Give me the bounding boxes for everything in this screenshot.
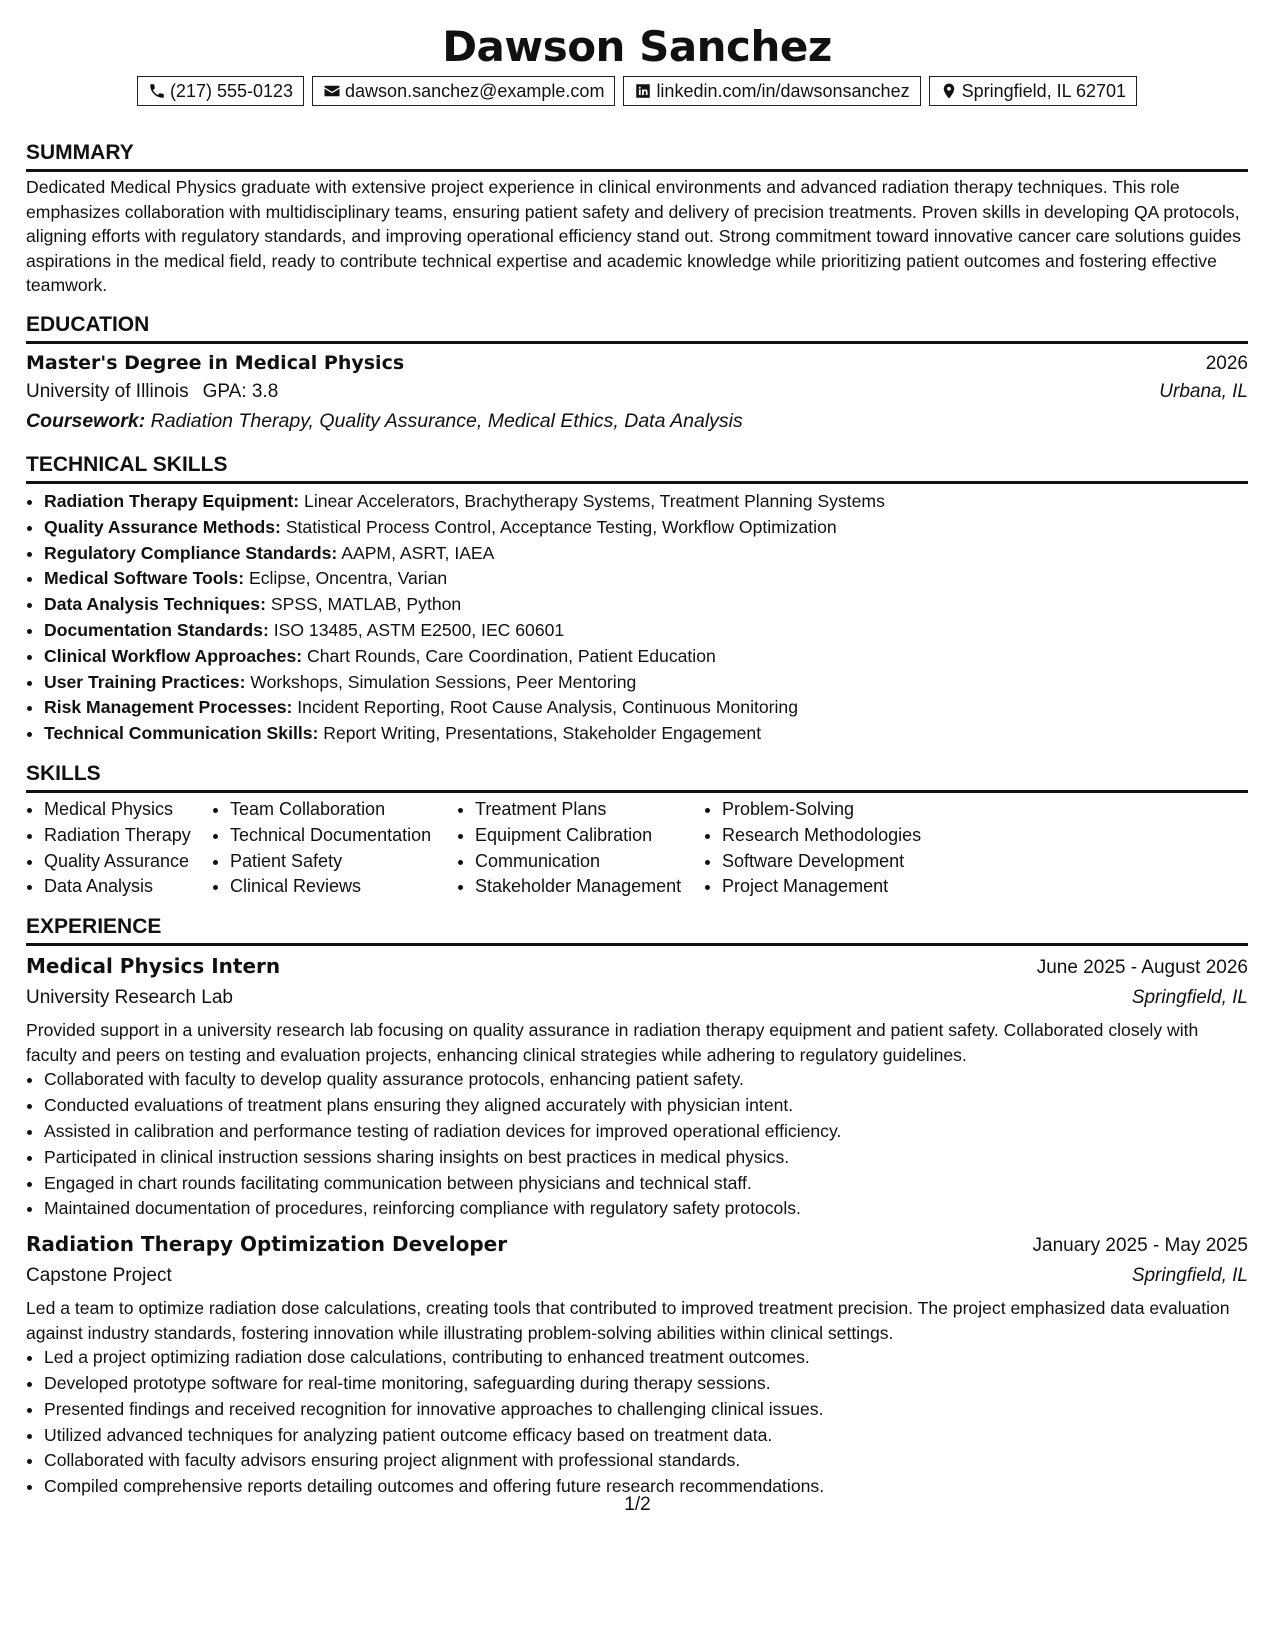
skill-values: AAPM, ASRT, IAEA (341, 542, 495, 563)
skill-values: Statistical Process Control, Acceptance Testing, Workflow Optimization (285, 516, 837, 537)
job-bullets (26, 1345, 1248, 1500)
list-item: • Developed prototype software for real-time monitoring, safeguarding during therapy sessions. (44, 1371, 1248, 1397)
skills-grid (26, 797, 1248, 900)
list-item: • Utilized advanced techniques for analyzing patient outcome efficacy based on treatment data. (44, 1423, 1248, 1449)
job-description: Led a team to optimize radiation dose calculations, creating tools that contributed to improved treatment precision. The project emphasized data evaluation against industry standards, fostering innovation while illustrating problem-solving abilities within clinical settings. (26, 1298, 1230, 1343)
resume-page (26, 18, 1248, 1500)
skill-values: Incident Reporting, Root Cause Analysis, Continuous Monitoring (297, 697, 798, 718)
skills-heading: SKILLS (26, 761, 1248, 793)
skill-category: Risk Management Processes: (44, 697, 293, 718)
phone-icon (148, 82, 166, 100)
job-org: Capstone Project (26, 1265, 172, 1287)
list-item: • Stakeholder Management (475, 874, 704, 900)
envelope-icon (323, 82, 341, 100)
skill-values: Workshops, Simulation Sessions, Peer Mentoring (250, 671, 637, 692)
technical-skills-section (26, 452, 1248, 747)
coursework-label: Coursework: (26, 409, 146, 432)
job-dates: January 2025 - May 2025 (1032, 1235, 1248, 1257)
skill-values: ISO 13485, ASTM E2500, IEC 60601 (273, 619, 565, 640)
skill-values: Chart Rounds, Care Coordination, Patient Education (306, 645, 716, 666)
school-name: University of Illinois (26, 380, 189, 402)
list-item (44, 541, 1248, 567)
list-item: • Software Development (722, 849, 982, 875)
skill-category: Radiation Therapy Equipment: (44, 490, 300, 511)
list-item: • Team Collaboration (230, 797, 457, 823)
list-item: • Problem-Solving (722, 797, 982, 823)
list-item: • Project Management (722, 874, 982, 900)
list-item: • Presented findings and received recognition for innovative approaches to challenging clinical issues. (44, 1397, 1248, 1423)
education-heading: EDUCATION (26, 312, 1248, 344)
list-item (44, 670, 1248, 696)
experience-section (26, 914, 1248, 1500)
skill-values: Linear Accelerators, Brachytherapy Systems, Treatment Planning Systems (304, 490, 885, 511)
list-item (44, 489, 1248, 515)
list-item: • Equipment Calibration (475, 823, 704, 849)
degree-title: Master's Degree in Medical Physics (26, 351, 405, 374)
contact-phone[interactable] (137, 76, 304, 106)
list-item: • Led a project optimizing radiation dose calculations, contributing to enhanced treatment outcomes. (44, 1345, 1248, 1371)
list-item: • Quality Assurance (44, 849, 212, 875)
summary-heading: SUMMARY (26, 140, 1248, 172)
skill-category: Medical Software Tools: (44, 568, 245, 589)
contact-linkedin-text: linkedin.com/in/dawsonsanchez (656, 80, 910, 101)
job-entry (26, 952, 1248, 1222)
list-item: • Assisted in calibration and performance testing of radiation devices for improved operational efficiency. (44, 1119, 1248, 1145)
job-dates: June 2025 - August 2026 (1036, 957, 1248, 979)
contact-email[interactable] (312, 76, 615, 106)
list-item (44, 515, 1248, 541)
list-item: • Communication (475, 849, 704, 875)
list-item (44, 721, 1248, 747)
candidate-name: Dawson Sanchez (442, 22, 832, 71)
school-location: Urbana, IL (1159, 380, 1248, 402)
skill-category: Regulatory Compliance Standards: (44, 542, 338, 563)
page-number: 1/2 (624, 1494, 651, 1515)
list-item (44, 618, 1248, 644)
list-item: • Research Methodologies (722, 823, 982, 849)
coursework-list: Radiation Therapy, Quality Assurance, Medical Ethics, Data Analysis (150, 409, 743, 432)
skills-column (704, 797, 982, 900)
list-item: • Participated in clinical instruction sessions sharing insights on best practices in medical physics. (44, 1145, 1248, 1171)
list-item: • Medical Physics (44, 797, 212, 823)
skill-category: Documentation Standards: (44, 619, 269, 640)
list-item: • Collaborated with faculty advisors ensuring project alignment with professional standards. (44, 1448, 1248, 1474)
job-location: Springfield, IL (1131, 1265, 1248, 1287)
job-role: Radiation Therapy Optimization Developer (26, 1232, 508, 1257)
job-bullets (26, 1067, 1248, 1222)
skill-category: User Training Practices: (44, 671, 246, 692)
list-item: • Collaborated with faculty to develop quality assurance protocols, enhancing patient safety. (44, 1067, 1248, 1093)
linkedin-icon (634, 82, 652, 100)
skills-column (212, 797, 457, 900)
list-item: • Data Analysis (44, 874, 212, 900)
list-item (44, 592, 1248, 618)
job-description: Provided support in a university research lab focusing on quality assurance in radiation therapy equipment and patient safety. Collaborated closely with faculty and peers on testing and evaluation projects, enhancing clinical strategies while adhering to regulatory guidelines. (26, 1020, 1199, 1065)
list-item (44, 695, 1248, 721)
job-location: Springfield, IL (1131, 987, 1248, 1009)
contact-bar (26, 76, 1248, 106)
list-item (44, 566, 1248, 592)
coursework (26, 407, 1248, 436)
skills-column (26, 797, 212, 900)
skill-category: Technical Communication Skills: (44, 723, 319, 744)
contact-location-text: Springfield, IL 62701 (961, 80, 1127, 101)
list-item: • Treatment Plans (475, 797, 704, 823)
list-item: • Technical Documentation (230, 823, 457, 849)
graduation-year: 2026 (1205, 352, 1248, 374)
job-entry (26, 1230, 1248, 1500)
map-pin-icon (940, 82, 958, 100)
skill-category: Clinical Workflow Approaches: (44, 645, 303, 666)
list-item: • Engaged in chart rounds facilitating communication between physicians and technical staff. (44, 1171, 1248, 1197)
job-role: Medical Physics Intern (26, 954, 281, 979)
list-item (44, 644, 1248, 670)
contact-phone-text: (217) 555-0123 (169, 80, 294, 101)
list-item: • Clinical Reviews (230, 874, 457, 900)
list-item: • Radiation Therapy (44, 823, 212, 849)
skill-values: SPSS, MATLAB, Python (270, 594, 462, 615)
list-item: • Compiled comprehensive reports detailing outcomes and offering future research recommendations. (44, 1474, 1248, 1500)
list-item: • Conducted evaluations of treatment plans ensuring they aligned accurately with physician intent. (44, 1093, 1248, 1119)
skills-column (457, 797, 704, 900)
experience-heading: EXPERIENCE (26, 914, 1248, 946)
technical-skills-heading: TECHNICAL SKILLS (26, 452, 1248, 484)
skill-category: Quality Assurance Methods: (44, 516, 281, 537)
summary-section (26, 140, 1248, 298)
education-section (26, 312, 1248, 436)
contact-email-text: dawson.sanchez@example.com (345, 80, 605, 101)
contact-location (929, 76, 1137, 106)
list-item: • Patient Safety (230, 849, 457, 875)
skill-category: Data Analysis Techniques: (44, 594, 266, 615)
contact-linkedin[interactable] (623, 76, 920, 106)
skill-values: Eclipse, Oncentra, Varian (248, 568, 448, 589)
technical-skills-list (26, 489, 1248, 747)
gpa: GPA: 3.8 (202, 380, 279, 402)
skill-values: Report Writing, Presentations, Stakeholder Engagement (323, 723, 762, 744)
list-item: • Maintained documentation of procedures, reinforcing compliance with regulatory safety protocols. (44, 1196, 1248, 1222)
summary-text: Dedicated Medical Physics graduate with extensive project experience in clinical environments and advanced radiation therapy techniques. This role emphasizes collaboration with multidisciplinary teams, ensuring patient safety and delivery of precision treatments. Proven skills in developing QA protocols, aligning efforts with regulatory standards, and improving operational efficiency stand out. Strong commitment toward innovative cancer care solutions guides aspirations in the medical field, ready to contribute technical expertise and academic knowledge while prioritizing patient outcomes and fostering effective teamwork. (26, 177, 1241, 296)
job-org: University Research Lab (26, 987, 233, 1009)
skills-section (26, 761, 1248, 900)
